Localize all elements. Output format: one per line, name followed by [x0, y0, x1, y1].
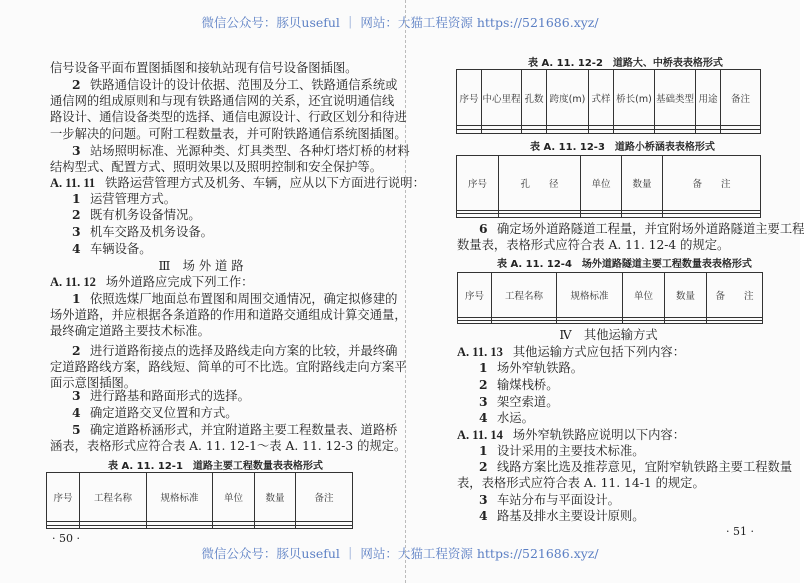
item-number: 3: [72, 143, 81, 158]
text-line: [50, 60, 358, 76]
empty-cell: [623, 321, 665, 324]
clause-number: A. 11. 11: [50, 176, 96, 190]
empty-cell: [492, 321, 557, 324]
table-bridges: [456, 69, 761, 134]
text-line: [72, 343, 398, 359]
line-text: 场外窄轨铁路。: [497, 361, 584, 375]
line-text: 铁路运营管理方式及机务、车辆，应从以下方面进行说明：: [105, 176, 425, 190]
text-line: [72, 422, 398, 438]
item-number: 4: [72, 405, 81, 420]
text-line: [457, 344, 760, 360]
text-line: [50, 109, 407, 125]
page-gutter: [405, 0, 406, 583]
text-line: [50, 323, 352, 339]
empty-cell: [80, 525, 147, 528]
table-road-quantities: [46, 472, 353, 529]
empty-cell: [147, 525, 213, 528]
text-line: [50, 126, 407, 142]
text-line: [479, 459, 793, 475]
text-line: [72, 388, 352, 404]
item-number: 1: [479, 443, 488, 458]
empty-cell: [482, 130, 522, 134]
line-text: 运营管理方式。: [90, 192, 177, 206]
line-text: 线路方案比选及推荐意见，宜附窄轨铁路主要工程数量: [497, 460, 793, 474]
empty-cell: [522, 130, 547, 134]
empty-cell: [614, 130, 655, 134]
line-text: 面示意图插图。: [50, 376, 137, 390]
item-number: 1: [72, 191, 81, 206]
watermark-bottom: 微信公众号：豚贝useful ｜ 网站：大猫工程资源 https://521686.xyz/: [201, 546, 599, 561]
line-text: 输煤栈桥。: [497, 378, 559, 392]
line-text: 机车交路及机务设备。: [90, 225, 213, 239]
text-line: [479, 508, 760, 524]
column-header: 跨度(m): [547, 70, 589, 126]
line-text: 定道路路线方案，路线短、简单的可不比选。宜附路线走向方案平: [50, 360, 407, 374]
table-header-row: [457, 70, 761, 126]
item-number: 2: [72, 207, 81, 222]
empty-cell: [499, 214, 581, 218]
line-text: 确定道路交叉位置和方式。: [90, 406, 238, 420]
line-text: 既有机务设备情况。: [90, 208, 201, 222]
empty-cell: [296, 525, 353, 528]
column-header: 单位: [623, 273, 665, 318]
column-header: 基础类型: [655, 70, 696, 126]
empty-cell: [457, 130, 482, 134]
column-header: 备注: [296, 473, 353, 522]
table-row: [457, 214, 761, 218]
column-header: 序号: [458, 273, 492, 318]
line-text: 涵表，表格形式应符合表 A. 11. 12-1～表 A. 11. 12-3 的规定。: [50, 439, 407, 453]
line-text: 车辆设备。: [90, 242, 152, 256]
text-line: [72, 224, 352, 240]
watermark-top: 微信公众号：豚贝useful ｜ 网站：大猫工程资源 https://521686.xyz/: [201, 15, 599, 30]
clause-number: A. 11. 13: [457, 345, 503, 359]
table-culverts: [456, 155, 761, 218]
text-line: [479, 443, 760, 459]
empty-cell: [696, 130, 721, 134]
line-text: 最终确定道路主要技术标准。: [50, 324, 210, 338]
line-text: 进行路基和路面形式的选择。: [90, 389, 250, 403]
empty-cell: [721, 130, 761, 134]
text-line: [479, 394, 760, 410]
column-header: 序号: [457, 156, 499, 211]
column-header: 式样: [589, 70, 614, 126]
table-row: [457, 130, 761, 134]
item-number: 5: [72, 422, 81, 437]
text-line: [72, 207, 352, 223]
page-number-left: · 50 ·: [52, 532, 80, 545]
column-header: 桥长(m): [614, 70, 655, 126]
column-header: 工程名称: [80, 473, 147, 522]
page-number-right: · 51 ·: [726, 525, 754, 538]
item-number: 3: [479, 394, 488, 409]
item-number: 3: [72, 224, 81, 239]
table-tunnels: [457, 272, 763, 324]
item-number: 1: [479, 360, 488, 375]
column-header: 数量: [622, 156, 663, 211]
column-header: 单位: [581, 156, 622, 211]
empty-cell: [557, 321, 623, 324]
empty-cell: [589, 130, 614, 134]
text-line: [72, 191, 352, 207]
column-header: 规格标准: [147, 473, 213, 522]
line-text: 确定场外道路隧道工程量，并宜附场外道路隧道主要工程: [497, 222, 804, 236]
line-text: 场外道路应完成下列工作：: [105, 275, 254, 289]
item-number: 2: [479, 459, 488, 474]
line-text: 车站分布与平面设计。: [497, 493, 620, 507]
column-header: 备 注: [663, 156, 761, 211]
text-line: [72, 143, 410, 159]
empty-cell: [622, 214, 663, 218]
column-header: 用途: [696, 70, 721, 126]
item-number: 4: [479, 410, 488, 425]
item-number: 4: [72, 241, 81, 256]
line-text: 进行道路衔接点的选择及路线走向方案的比较，并最终确: [90, 344, 398, 358]
column-header: 中心里程: [482, 70, 522, 126]
text-line: [457, 237, 760, 253]
text-line: [50, 438, 407, 454]
column-header: 序号: [457, 70, 482, 126]
text-line: [50, 274, 352, 290]
column-header: 数量: [255, 473, 296, 522]
line-text: 一步解决的问题。可附工程数量表，并可附铁路通信系统图插图。: [50, 127, 407, 141]
line-text: 依照选煤厂地面总布置图和周围交通情况，确定拟修建的: [90, 292, 398, 306]
empty-cell: [547, 130, 589, 134]
table3-caption: 表 A. 11. 12-3 道路小桥涵表表格形式: [530, 142, 715, 153]
section-heading: Ⅳ 其他运输方式: [559, 328, 658, 342]
empty-cell: [47, 525, 80, 528]
column-header: 序号: [47, 473, 80, 522]
text-line: [50, 93, 395, 109]
empty-cell: [665, 321, 707, 324]
empty-cell: [457, 214, 499, 218]
line-text: 表，表格形式应符合表 A. 11. 14-1 的规定。: [457, 476, 705, 490]
section-heading: Ⅲ 场 外 道 路: [158, 259, 244, 273]
column-header: 备注: [721, 70, 761, 126]
table4-caption: 表 A. 11. 12-4 场外道路隧道主要工程数量表表格形式: [497, 259, 752, 270]
empty-cell: [581, 214, 622, 218]
text-line: [50, 359, 407, 375]
line-text: 路设计、通信设备类型的选择、通信电源设计、行政区划分和待进: [50, 110, 407, 124]
text-line: [479, 492, 760, 508]
text-line: [72, 77, 398, 93]
text-line: [457, 427, 760, 443]
column-header: 孔数: [522, 70, 547, 126]
item-number: 3: [72, 388, 81, 403]
empty-cell: [213, 525, 255, 528]
line-text: 路基及排水主要设计原则。: [497, 509, 645, 523]
line-text: 结构型式、配置方式、照明效果以及照明控制和安全保护等。: [50, 160, 383, 174]
column-header: 单位: [213, 473, 255, 522]
table-row: [47, 525, 353, 528]
text-line: [72, 241, 352, 257]
table-row: [458, 321, 763, 324]
empty-cell: [655, 130, 696, 134]
item-number: 6: [479, 221, 488, 236]
line-text: 通信网的组成原则和与现有铁路通信网的关系，还宜说明通信线: [50, 94, 395, 108]
column-header: 规格标准: [557, 273, 623, 318]
line-text: 场外窄轨铁路应说明以下内容：: [512, 428, 686, 442]
column-header: 数量: [665, 273, 707, 318]
line-text: 场外道路，并应根据各条道路的作用和道路交通组成计算交通量，: [50, 308, 407, 322]
text-line: [50, 159, 383, 175]
column-header: 孔 径: [499, 156, 581, 211]
item-number: 2: [72, 343, 81, 358]
line-text: 架空索道。: [497, 395, 559, 409]
table2-caption: 表 A. 11. 12-2 道路大、中桥表表格形式: [528, 58, 723, 69]
empty-cell: [707, 321, 763, 324]
text-line: [50, 175, 425, 191]
line-text: 铁路通信设计的设计依据、范围及分工、铁路通信系统或: [90, 78, 398, 92]
text-line: [479, 360, 760, 376]
table-header-row: [47, 473, 353, 522]
item-number: 2: [72, 77, 81, 92]
line-text: 其他运输方式应包括下列内容：: [512, 345, 686, 359]
empty-cell: [255, 525, 296, 528]
table1-caption: 表 A. 11. 12-1 道路主要工程数量表表格形式: [108, 461, 323, 472]
table-header-row: [457, 156, 761, 211]
column-header: 工程名称: [492, 273, 557, 318]
clause-number: A. 11. 12: [50, 275, 96, 289]
line-text: 水运。: [497, 411, 534, 425]
text-line: [72, 291, 398, 307]
item-number: 4: [479, 508, 488, 523]
text-line: [50, 307, 407, 323]
clause-number: A. 11. 14: [457, 428, 503, 442]
text-line: [479, 221, 804, 237]
line-text: 确定道路桥涵形式，并宜附道路主要工程数量表、道路桥: [90, 423, 398, 437]
line-text: 站场照明标准、光源种类、灯具类型、各种灯塔灯桥的材料: [90, 144, 410, 158]
line-text: 信号设备平面布置图插图和接轨站现有信号设备图插图。: [50, 61, 358, 75]
line-text: 设计采用的主要技术标准。: [497, 444, 645, 458]
text-line: [72, 405, 352, 421]
empty-cell: [663, 214, 761, 218]
empty-cell: [458, 321, 492, 324]
item-number: 2: [479, 377, 488, 392]
column-header: 备 注: [707, 273, 763, 318]
text-line: [479, 410, 760, 426]
item-number: 3: [479, 492, 488, 507]
text-line: [457, 475, 760, 491]
item-number: 1: [72, 291, 81, 306]
line-text: 数量表，表格形式应符合表 A. 11. 12-4 的规定。: [457, 238, 730, 252]
text-line: [479, 377, 760, 393]
table-header-row: [458, 273, 763, 318]
